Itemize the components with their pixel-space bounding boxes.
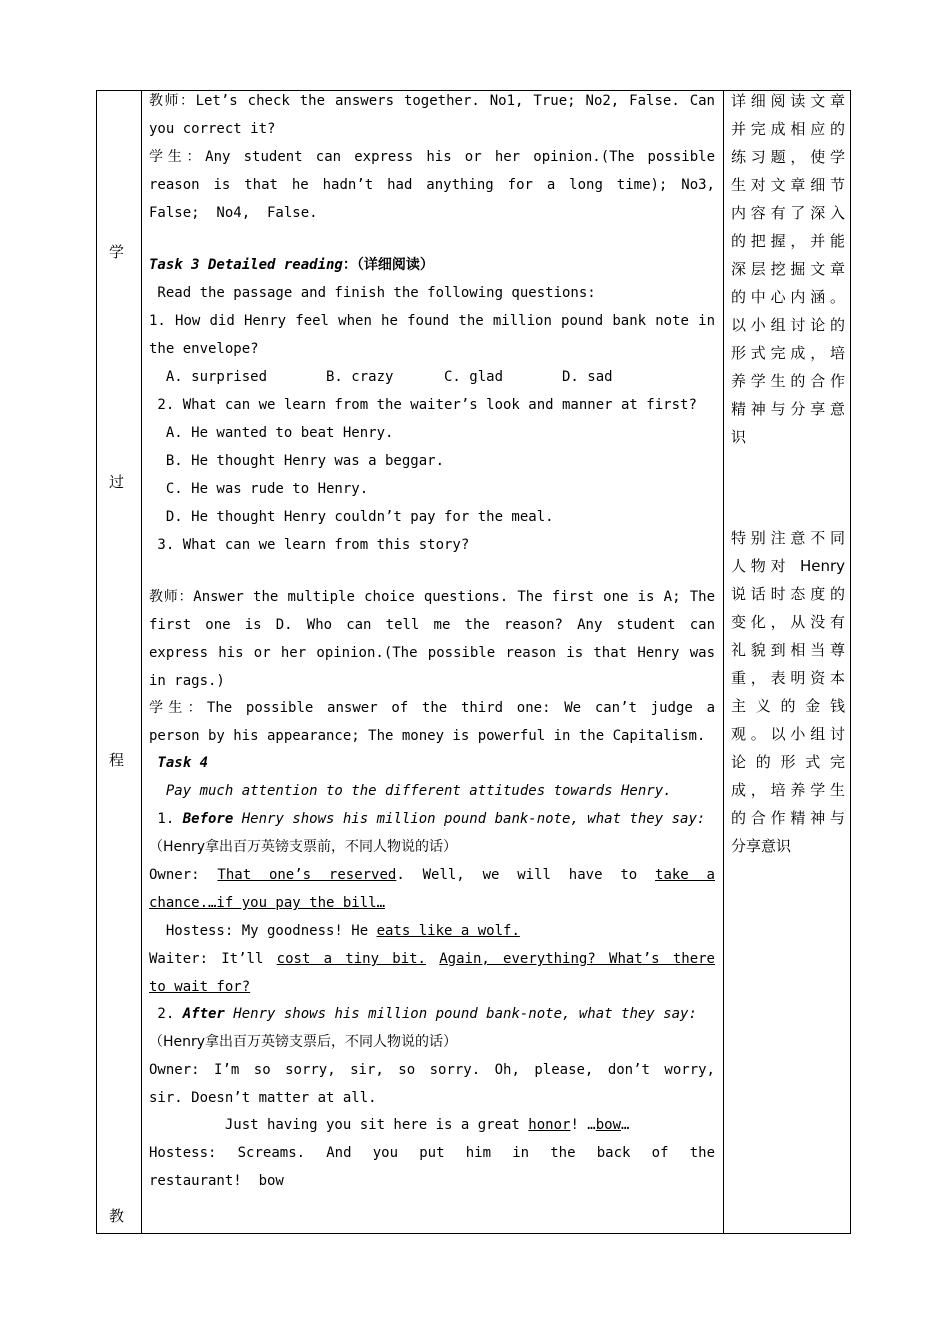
stage-label: 过 — [109, 473, 125, 491]
teacher-line: in rags.) — [149, 673, 225, 689]
before-number: 1. — [149, 811, 183, 827]
teacher-line: you correct it? — [149, 121, 276, 137]
note-line: 的合作精神与 — [731, 809, 845, 827]
underlined-phrase: Again, everything? What’s there — [439, 951, 715, 967]
stage-label: 程 — [109, 751, 125, 769]
speaker-waiter: Waiter: It’ll — [149, 951, 277, 967]
after-heading — [149, 1004, 697, 1024]
question-1-cont: the envelope? — [149, 341, 259, 357]
waiter-line-2: to wait for? — [149, 979, 251, 995]
note-line: 论的形式完 — [731, 753, 845, 771]
task3-instruction: Read the passage and finish the following questions: — [149, 285, 596, 301]
note-line: 精神与分享意 — [731, 400, 845, 418]
note-line: 的把握，并能 — [731, 232, 845, 250]
owner2-line-3 — [149, 1115, 629, 1135]
before-heading — [149, 809, 705, 829]
underlined-phrase: eats like a wolf. — [376, 923, 520, 939]
note-line: 详细阅读文章 — [731, 92, 845, 110]
note-line: 礼貌到相当尊 — [731, 641, 845, 659]
task3-title: Task 3 Detailed reading — [149, 257, 343, 273]
student-line: 学生：Any student can express his or her opinion.(The possible — [149, 149, 715, 165]
note-line: 观。以小组讨 — [731, 725, 845, 743]
task3-heading — [149, 255, 434, 275]
underlined-word: honor — [528, 1117, 571, 1133]
teacher-line: first one is D. Who can tell me the reason? Any student can — [149, 617, 715, 633]
column-divider — [141, 91, 142, 1233]
underlined-phrase: That one’s reserved — [217, 867, 397, 883]
line-text: . Well, we will have to — [396, 867, 656, 883]
owner2-line-1: Owner: I’m so sorry, sir, so sorry. Oh, please, don’t worry, — [149, 1062, 715, 1078]
note-line: 变化，从没有 — [731, 613, 845, 631]
note-line: 分享意识 — [731, 837, 792, 855]
line-text: … — [621, 1117, 630, 1133]
before-rest: Henry shows his million pound bank-note, what they say: — [233, 811, 706, 827]
teacher-line: express his or her opinion.(The possible reason is that Henry was — [149, 645, 715, 661]
note-line: 以小组讨论的 — [731, 316, 845, 334]
note-line: 生对文章细节 — [731, 176, 845, 194]
note-line: 形式完成，培 — [731, 344, 845, 362]
question-1-options: A. surprised B. crazy C. glad D. sad — [149, 369, 613, 385]
underlined-phrase: take a — [655, 867, 715, 883]
note-line: 内容有了深入 — [731, 204, 845, 222]
note-line: 人物对 Henry — [731, 557, 845, 575]
stage-label: 教 — [109, 1207, 125, 1225]
note-line: 深层挖掘文章 — [731, 260, 845, 278]
task4-instruction: Pay much attention to the different attitudes towards Henry. — [149, 783, 672, 799]
note-line: 特别注意不同 — [731, 529, 845, 547]
before-keyword: Before — [182, 811, 234, 827]
after-keyword: After — [182, 1006, 225, 1022]
note-line: 养学生的合作 — [731, 372, 845, 390]
hostess-line — [149, 921, 520, 941]
hostess2-line-2: restaurant! bow — [149, 1173, 284, 1189]
note-line: 的中心内涵。 — [731, 288, 845, 306]
waiter-line-1 — [149, 949, 715, 969]
question-2-option: C. He was rude to Henry. — [149, 481, 369, 497]
underlined-word: bow — [595, 1117, 622, 1133]
stage-label: 学 — [109, 243, 125, 261]
after-number: 2. — [149, 1006, 183, 1022]
teacher-line: 教师：Let’s check the answers together. No1, True; No2, False. Can — [149, 93, 715, 109]
question-3: 3. What can we learn from this story? — [149, 537, 470, 553]
after-rest: Henry shows his million pound bank-note, what they say: — [224, 1006, 697, 1022]
hostess2-line-1: Hostess: Screams. And you put him in the back of the — [149, 1145, 715, 1161]
owner2-line-2: sir. Doesn’t matter at all. — [149, 1090, 377, 1106]
note-line: 练习题，使学 — [731, 148, 845, 166]
teacher-line: 教师：Answer the multiple choice questions. The first one is A; The — [149, 589, 715, 605]
note-line: 说话时态度的 — [731, 585, 845, 603]
speaker-owner: Owner: — [149, 867, 218, 883]
task4-title: Task 4 — [149, 755, 209, 771]
owner-line-2: chance.…if you pay the bill… — [149, 895, 386, 911]
note-line: 并完成相应的 — [731, 120, 845, 138]
task3-title-cn: ：（详细阅读） — [342, 257, 434, 273]
after-cn: （Henry拿出百万英镑支票后，不同人物说的话） — [149, 1034, 458, 1050]
spacer — [426, 951, 439, 967]
lesson-plan-table — [96, 90, 851, 1234]
line-text: Just having you sit here is a great — [149, 1117, 529, 1133]
note-line: 重，表明资本 — [731, 669, 845, 687]
line-text: ! … — [570, 1117, 596, 1133]
question-2-option: A. He wanted to beat Henry. — [149, 425, 394, 441]
question-2-option: D. He thought Henry couldn’t pay for the meal. — [149, 509, 554, 525]
owner-line-1 — [149, 865, 715, 885]
note-line: 主义的金钱 — [731, 697, 845, 715]
question-1: 1. How did Henry feel when he found the million pound bank note in — [149, 313, 715, 329]
underlined-phrase: cost a tiny bit. — [276, 951, 426, 967]
student-line: reason is that he hadn’t had anything for a long time); No3, — [149, 177, 715, 193]
question-2: 2. What can we learn from the waiter’s look and manner at first? — [149, 397, 697, 413]
question-2-option: B. He thought Henry was a beggar. — [149, 453, 445, 469]
student-line: False; No4, False. — [149, 205, 318, 221]
student-line: person by his appearance; The money is powerful in the Capitalism. — [149, 728, 706, 744]
note-line: 识 — [731, 428, 747, 446]
student-line: 学生：The possible answer of the third one: We can’t judge a — [149, 700, 715, 716]
column-divider — [723, 91, 724, 1233]
speaker-hostess: Hostess: My goodness! He — [149, 923, 377, 939]
before-cn: （Henry拿出百万英镑支票前，不同人物说的话） — [149, 839, 458, 855]
note-line: 成，培养学生 — [731, 781, 845, 799]
